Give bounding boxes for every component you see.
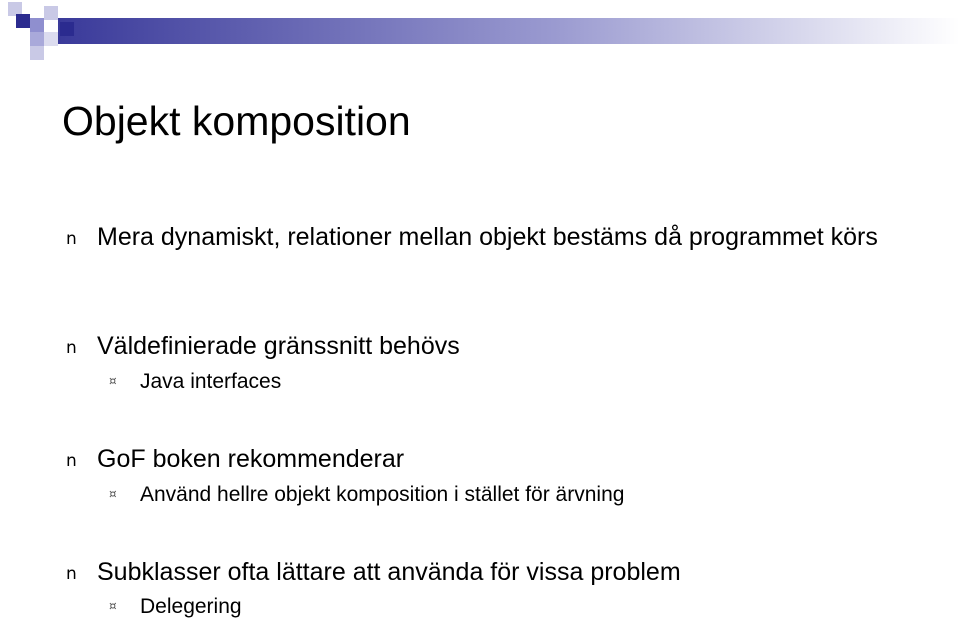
sub-bullet-text: Java interfaces bbox=[140, 370, 282, 393]
bullet-marker: n bbox=[66, 564, 77, 584]
bullet-text: Subklasser ofta lättare att använda för vissa problem bbox=[97, 558, 681, 586]
bullet-text: GoF boken rekommenderar bbox=[97, 445, 405, 473]
bullet-text: Mera dynamiskt, relationer mellan objekt bestäms då programmet körs bbox=[97, 223, 878, 251]
sub-bullet-marker: ¤ bbox=[109, 374, 117, 388]
sub-bullet-marker: ¤ bbox=[109, 487, 117, 501]
bullet-marker: n bbox=[66, 338, 77, 358]
sub-bullet-text: Delegering bbox=[140, 595, 242, 618]
slide-title: Objekt komposition bbox=[62, 98, 411, 144]
sub-bullet-text: Använd hellre objekt komposition i stället för ärvning bbox=[140, 483, 625, 506]
bullet-marker: n bbox=[66, 229, 77, 249]
bullet-text: Väldefinierade gränssnitt behövs bbox=[97, 332, 460, 360]
bullet-marker: n bbox=[66, 451, 77, 471]
sub-bullet-marker: ¤ bbox=[109, 599, 117, 613]
